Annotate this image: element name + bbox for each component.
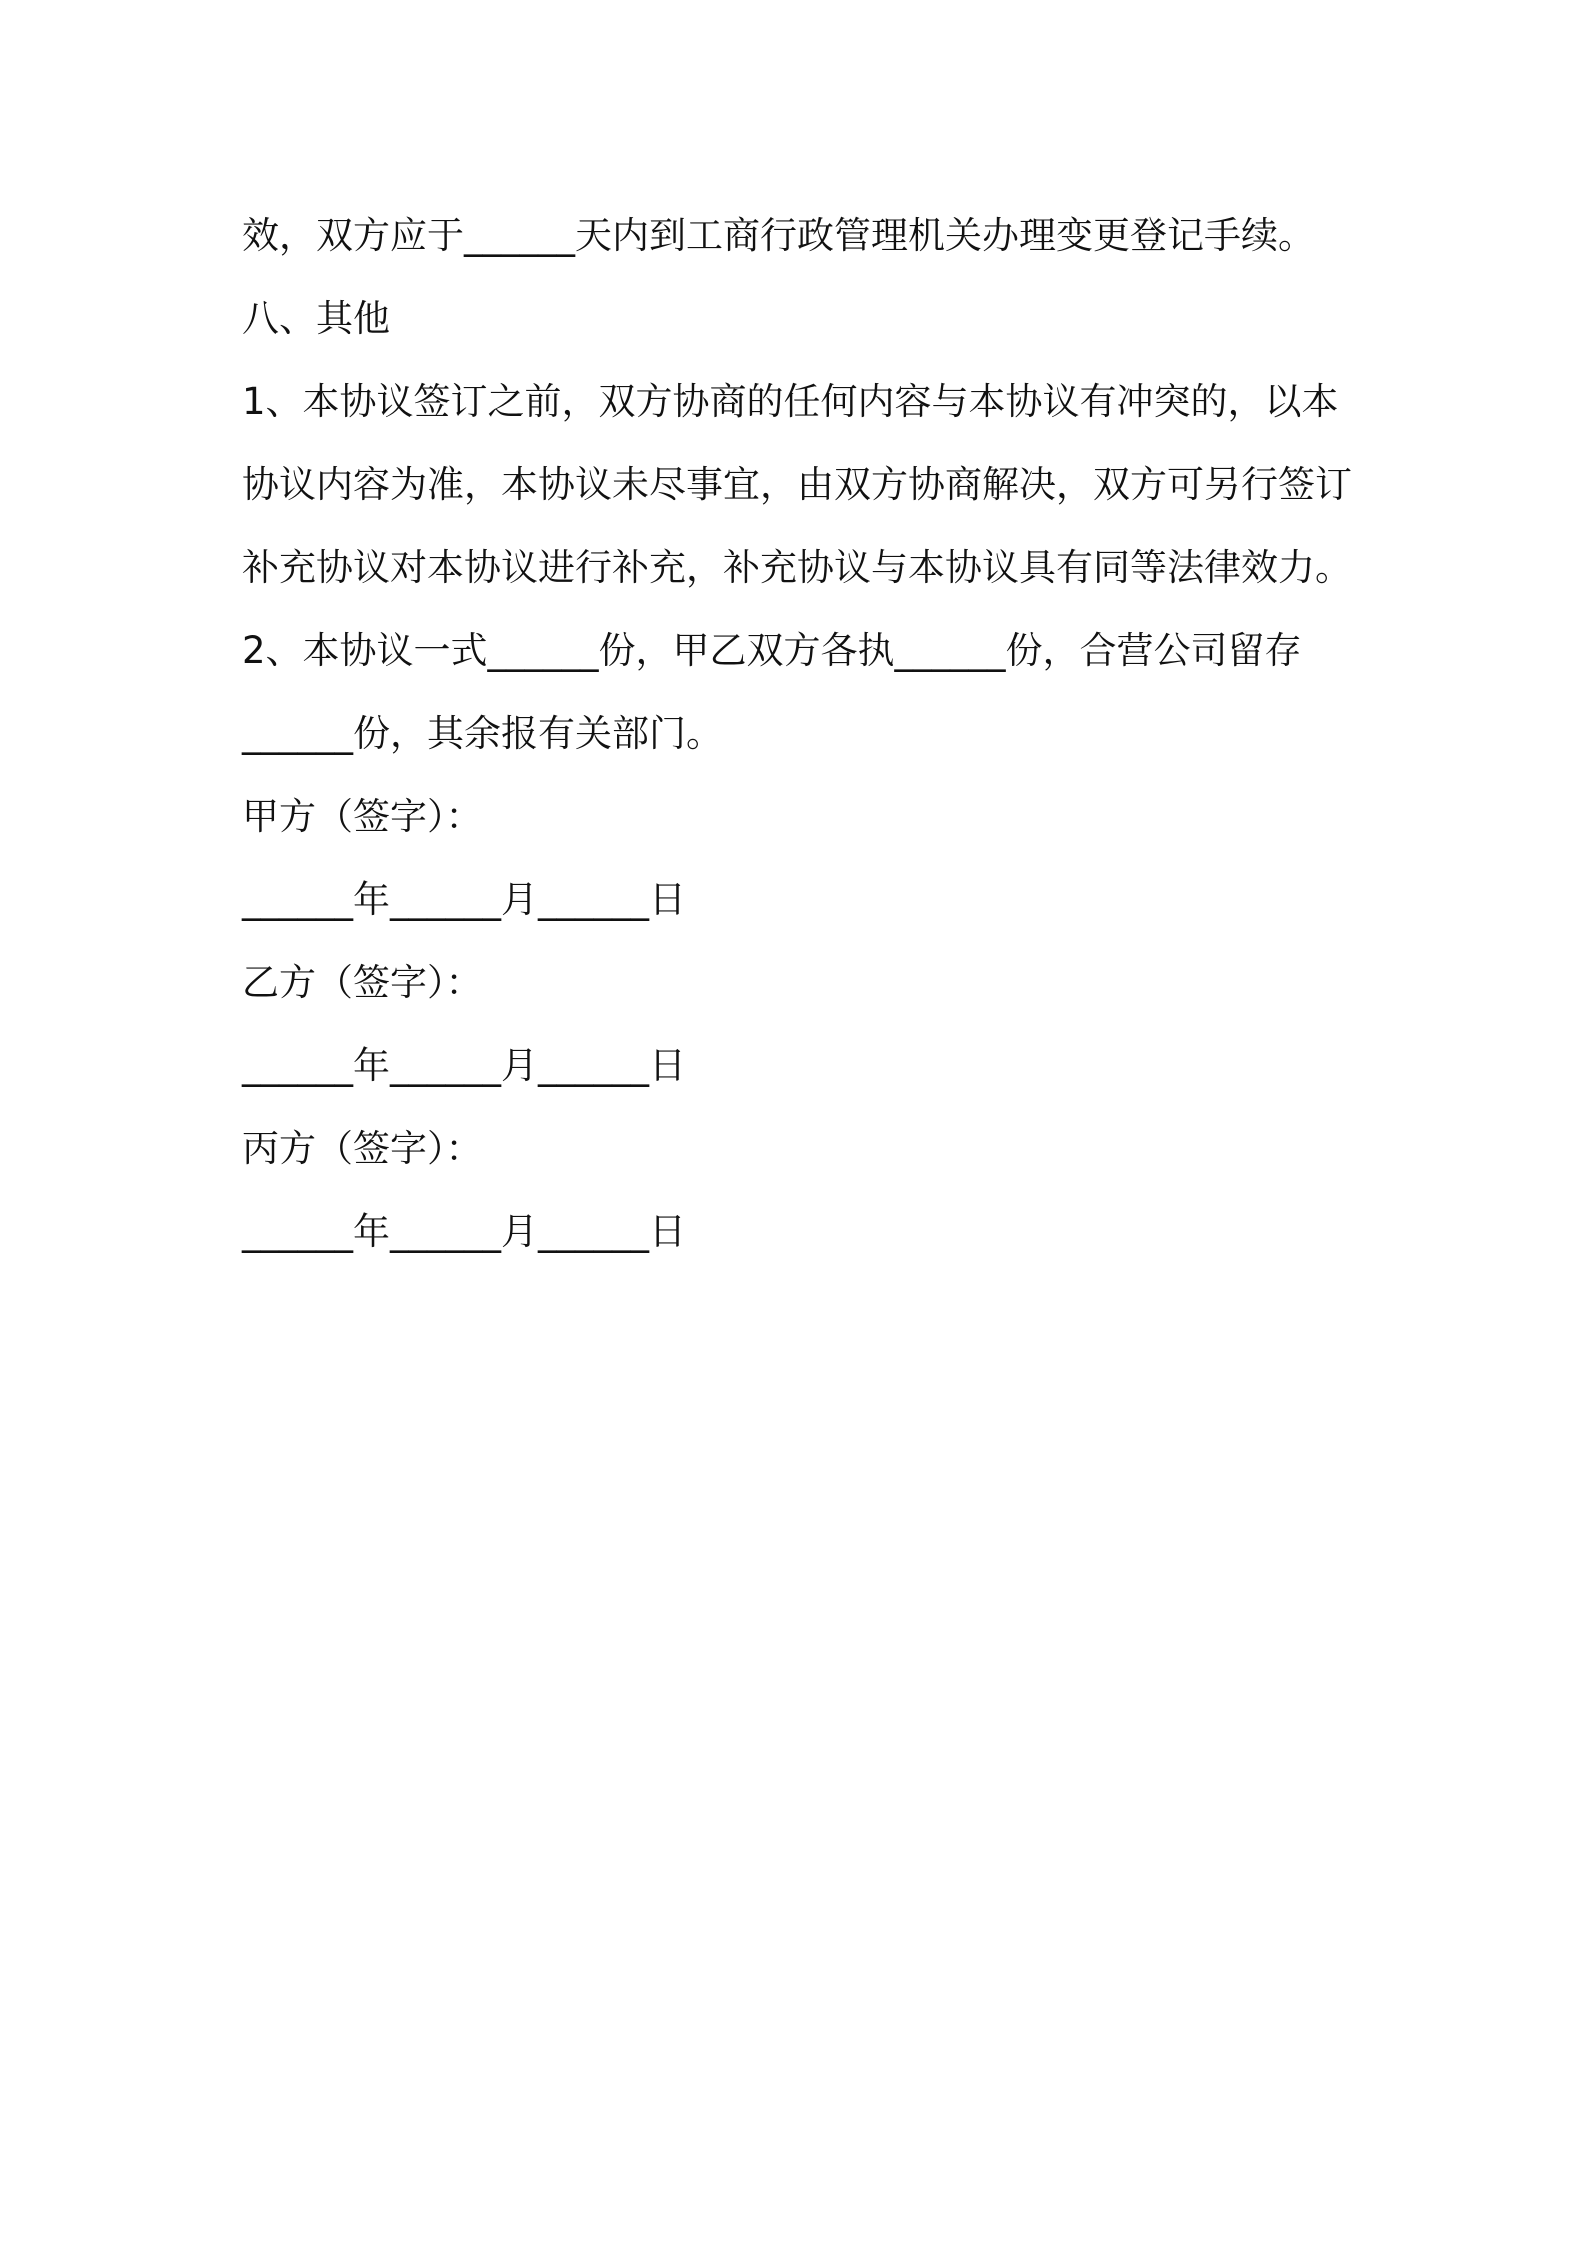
section-heading-other: 八、其他 xyxy=(242,297,390,340)
text-line-clause-2-b: ______份，其余报有关部门。 xyxy=(242,712,723,755)
text-line-clause-1-b: 协议内容为准，本协议未尽事宜，由双方协商解决，双方可另行签订 xyxy=(242,463,1352,506)
signature-label-party-a: 甲方（签字）： xyxy=(242,795,483,838)
document-body xyxy=(242,194,1362,1273)
text-line-clause-2-a: 2、本协议一式______份，甲乙双方各执______份，合营公司留存 xyxy=(242,629,1302,672)
date-line-party-b: ______年______月______日 xyxy=(242,1044,686,1087)
text-line-clause-1-a: 1、本协议签订之前，双方协商的任何内容与本协议有冲突的，以本 xyxy=(242,380,1339,423)
signature-label-party-b: 乙方（签字）： xyxy=(242,961,483,1004)
date-line-party-c: ______年______月______日 xyxy=(242,1210,686,1253)
text-line-clause-1-c: 补充协议对本协议进行补充，补充协议与本协议具有同等法律效力。 xyxy=(242,546,1352,589)
signature-label-party-c: 丙方（签字）： xyxy=(242,1127,483,1170)
text-line-clause-7-continuation: 效，双方应于______天内到工商行政管理机关办理变更登记手续。 xyxy=(242,214,1315,257)
date-line-party-a: ______年______月______日 xyxy=(242,878,686,921)
